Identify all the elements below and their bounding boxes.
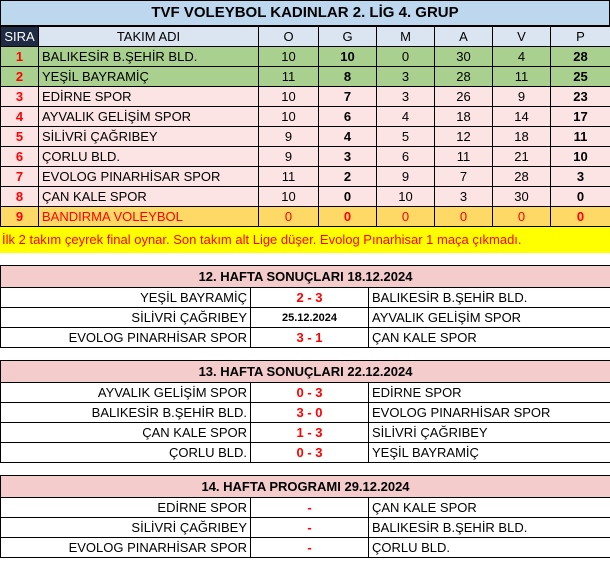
fixture-section [0, 475, 610, 558]
page-title: TVF VOLEYBOL KADINLAR 2. LİG 4. GRUP [0, 0, 610, 26]
match-score: 0 - 3 [251, 443, 369, 463]
away-team: EDİRNE SPOR [369, 383, 610, 403]
won-cell: 7 [319, 87, 377, 107]
sets-for-cell: 18 [435, 107, 493, 127]
lost-cell: 0 [377, 47, 435, 67]
table-row [1, 87, 610, 107]
points-cell: 17 [551, 107, 610, 127]
header-sets-for: A [435, 27, 493, 47]
header-rank: SIRA [1, 27, 39, 47]
team-name-cell: ÇAN KALE SPOR [39, 187, 259, 207]
table-row [1, 187, 610, 207]
match-date: 25.12.2024 [251, 308, 369, 328]
match-row [1, 498, 610, 518]
points-cell: 28 [551, 47, 610, 67]
away-team: ÇORLU BLD. [369, 538, 610, 558]
points-cell: 0 [551, 207, 610, 227]
played-cell: 9 [259, 127, 319, 147]
played-cell: 10 [259, 47, 319, 67]
sets-against-cell: 0 [493, 207, 551, 227]
section-spacer [0, 348, 610, 360]
home-team: EDİRNE SPOR [1, 498, 251, 518]
won-cell: 6 [319, 107, 377, 127]
away-team: ÇAN KALE SPOR [369, 498, 610, 518]
played-cell: 10 [259, 187, 319, 207]
points-cell: 0 [551, 187, 610, 207]
table-row [1, 147, 610, 167]
lost-cell: 9 [377, 167, 435, 187]
team-name-cell: YEŞİL BAYRAMİÇ [39, 67, 259, 87]
match-row [1, 383, 610, 403]
match-score: 0 - 3 [251, 383, 369, 403]
header-played: O [259, 27, 319, 47]
home-team: ÇAN KALE SPOR [1, 423, 251, 443]
match-score: - [251, 538, 369, 558]
match-row [1, 443, 610, 463]
match-row [1, 288, 610, 308]
sets-for-cell: 28 [435, 67, 493, 87]
lost-cell: 0 [377, 207, 435, 227]
fixture-section [0, 265, 610, 348]
sets-against-cell: 28 [493, 167, 551, 187]
section-title: 13. HAFTA SONUÇLARI 22.12.2024 [1, 361, 610, 383]
table-row [1, 67, 610, 87]
away-team: YEŞİL BAYRAMİÇ [369, 443, 610, 463]
header-team: TAKIM ADI [39, 27, 259, 47]
table-row [1, 167, 610, 187]
section-title: 12. HAFTA SONUÇLARI 18.12.2024 [1, 266, 610, 288]
lost-cell: 3 [377, 87, 435, 107]
fixture-section [0, 360, 610, 463]
sets-against-cell: 11 [493, 67, 551, 87]
section-title: 14. HAFTA PROGRAMI 29.12.2024 [1, 476, 610, 498]
table-row [1, 47, 610, 67]
played-cell: 0 [259, 207, 319, 227]
lost-cell: 10 [377, 187, 435, 207]
table-row [1, 107, 610, 127]
home-team: AYVALIK GELİŞİM SPOR [1, 383, 251, 403]
won-cell: 8 [319, 67, 377, 87]
won-cell: 3 [319, 147, 377, 167]
points-cell: 25 [551, 67, 610, 87]
points-cell: 3 [551, 167, 610, 187]
won-cell: 0 [319, 207, 377, 227]
won-cell: 4 [319, 127, 377, 147]
table-row [1, 127, 610, 147]
played-cell: 10 [259, 107, 319, 127]
sets-against-cell: 9 [493, 87, 551, 107]
team-name-cell: EVOLOG PINARHİSAR SPOR [39, 167, 259, 187]
match-score: 3 - 1 [251, 328, 369, 348]
rank-cell: 8 [1, 187, 39, 207]
rank-cell: 9 [1, 207, 39, 227]
note-banner: İlk 2 takım çeyrek final oynar. Son takım alt Lige düşer. Evolog Pınarhisar 1 maça çıkmadı. [0, 227, 610, 253]
sets-against-cell: 18 [493, 127, 551, 147]
standings-header-row [1, 27, 610, 47]
home-team: EVOLOG PINARHİSAR SPOR [1, 538, 251, 558]
sets-for-cell: 0 [435, 207, 493, 227]
sets-against-cell: 30 [493, 187, 551, 207]
sets-for-cell: 11 [435, 147, 493, 167]
lost-cell: 6 [377, 147, 435, 167]
away-team: SİLİVRİ ÇAĞRIBEY [369, 423, 610, 443]
section-title-row [1, 361, 610, 383]
won-cell: 10 [319, 47, 377, 67]
section-spacer [0, 463, 610, 475]
lost-cell: 3 [377, 67, 435, 87]
points-cell: 10 [551, 147, 610, 167]
lost-cell: 5 [377, 127, 435, 147]
match-score: 2 - 3 [251, 288, 369, 308]
team-name-cell: EDİRNE SPOR [39, 87, 259, 107]
home-team: YEŞİL BAYRAMİÇ [1, 288, 251, 308]
home-team: BALIKESİR B.ŞEHİR BLD. [1, 403, 251, 423]
sets-for-cell: 26 [435, 87, 493, 107]
sets-for-cell: 7 [435, 167, 493, 187]
match-row [1, 518, 610, 538]
home-team: SİLİVRİ ÇAĞRIBEY [1, 518, 251, 538]
section-spacer [0, 253, 610, 265]
sets-for-cell: 30 [435, 47, 493, 67]
match-row [1, 538, 610, 558]
away-team: BALIKESİR B.ŞEHİR BLD. [369, 288, 610, 308]
match-score: 1 - 3 [251, 423, 369, 443]
played-cell: 10 [259, 87, 319, 107]
rank-cell: 5 [1, 127, 39, 147]
away-team: EVOLOG PINARHİSAR SPOR [369, 403, 610, 423]
home-team: EVOLOG PINARHİSAR SPOR [1, 328, 251, 348]
points-cell: 11 [551, 127, 610, 147]
rank-cell: 7 [1, 167, 39, 187]
header-points: P [551, 27, 610, 47]
sets-for-cell: 12 [435, 127, 493, 147]
match-row [1, 423, 610, 443]
sets-against-cell: 21 [493, 147, 551, 167]
section-title-row [1, 476, 610, 498]
rank-cell: 2 [1, 67, 39, 87]
standings-table [0, 26, 610, 227]
lost-cell: 4 [377, 107, 435, 127]
sets-against-cell: 4 [493, 47, 551, 67]
won-cell: 2 [319, 167, 377, 187]
team-name-cell: BALIKESİR B.ŞEHİR BLD. [39, 47, 259, 67]
match-row [1, 328, 610, 348]
played-cell: 11 [259, 167, 319, 187]
played-cell: 11 [259, 67, 319, 87]
team-name-cell: BANDIRMA VOLEYBOL [39, 207, 259, 227]
sets-for-cell: 3 [435, 187, 493, 207]
section-title-row [1, 266, 610, 288]
match-score: - [251, 498, 369, 518]
rank-cell: 6 [1, 147, 39, 167]
team-name-cell: ÇORLU BLD. [39, 147, 259, 167]
header-sets-against: V [493, 27, 551, 47]
match-score: - [251, 518, 369, 538]
away-team: BALIKESİR B.ŞEHİR BLD. [369, 518, 610, 538]
team-name-cell: AYVALIK GELİŞİM SPOR [39, 107, 259, 127]
team-name-cell: SİLİVRİ ÇAĞRIBEY [39, 127, 259, 147]
home-team: ÇORLU BLD. [1, 443, 251, 463]
points-cell: 23 [551, 87, 610, 107]
rank-cell: 4 [1, 107, 39, 127]
away-team: AYVALIK GELİŞİM SPOR [369, 308, 610, 328]
match-row [1, 308, 610, 328]
match-score: 3 - 0 [251, 403, 369, 423]
away-team: ÇAN KALE SPOR [369, 328, 610, 348]
match-row [1, 403, 610, 423]
header-lost: M [377, 27, 435, 47]
won-cell: 0 [319, 187, 377, 207]
home-team: SİLİVRİ ÇAĞRIBEY [1, 308, 251, 328]
sets-against-cell: 14 [493, 107, 551, 127]
rank-cell: 1 [1, 47, 39, 67]
table-row [1, 207, 610, 227]
rank-cell: 3 [1, 87, 39, 107]
played-cell: 9 [259, 147, 319, 167]
header-won: G [319, 27, 377, 47]
